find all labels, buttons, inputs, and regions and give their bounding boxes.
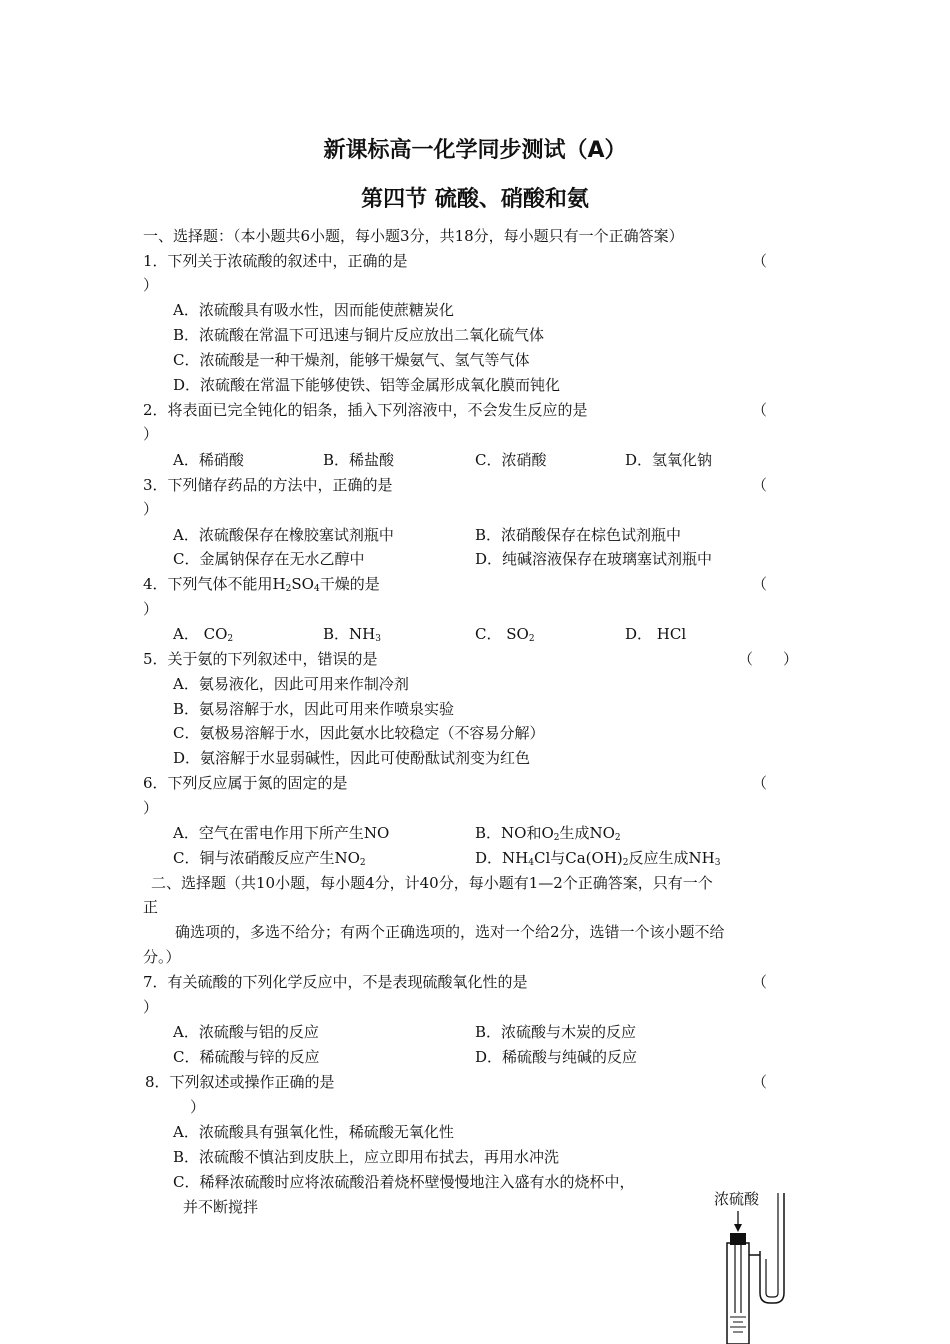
answer-paren-open: （ xyxy=(752,401,768,419)
question-5-option-b: B．氨易溶解于水，因此可用来作喷泉实验 xyxy=(173,700,455,718)
subscript: 2 xyxy=(553,833,560,843)
option-text: A． CO xyxy=(173,625,228,643)
question-1-option-b: B．浓硫酸在常温下可迅速与铜片反应放出二氧化硫气体 xyxy=(173,326,545,344)
section-two-instructions: 确选项的，多选不给分；有两个正确选项的，选对一个给2分，选错一个该小题不给 xyxy=(175,923,725,941)
section-two-instructions-end: 分。） xyxy=(143,948,181,966)
question-4-stem xyxy=(143,574,380,594)
answer-paren-open: （ xyxy=(752,774,768,792)
question-6-option-d xyxy=(475,848,720,868)
answer-paren-close: ） xyxy=(143,276,159,294)
figure-label: 浓硫酸 xyxy=(714,1190,760,1208)
answer-paren-close: ） xyxy=(143,799,159,817)
question-8-stem: 8．下列叙述或操作正确的是 xyxy=(145,1073,335,1091)
option-text: 反应生成NH xyxy=(628,849,715,867)
question-7-option-c: C．稀硫酸与锌的反应 xyxy=(173,1048,320,1066)
subscript: 2 xyxy=(227,634,234,644)
question-3-option-c: C．金属钠保存在无水乙醇中 xyxy=(173,550,365,568)
section-two-heading: 二、选择题（共10小题，每小题4分，计40分，每小题有1—2个正确答案，只有一个 xyxy=(151,874,713,892)
question-5-stem: 5．关于氨的下列叙述中，错误的是 xyxy=(143,650,378,668)
question-5-option-d: D．氨溶解于水显弱碱性，因此可使酚酞试剂变为红色 xyxy=(173,749,531,767)
question-4-option-a xyxy=(173,624,233,644)
question-8-option-a: A．浓硫酸具有强氧化性，稀硫酸无氧化性 xyxy=(173,1123,454,1141)
question-8-option-b: B．浓硫酸不慎沾到皮肤上，应立即用布拭去，再用水冲洗 xyxy=(173,1148,560,1166)
question-2-option-a: A．稀硝酸 xyxy=(173,451,244,469)
question-3-stem: 3．下列储存药品的方法中，正确的是 xyxy=(143,476,393,494)
section-two-heading-wrap: 正 xyxy=(143,898,159,916)
option-text: B．NH xyxy=(323,625,376,643)
option-text: C．铜与浓硝酸反应产生NO xyxy=(173,849,360,867)
answer-paren-close: ） xyxy=(143,500,159,518)
answer-paren-close: ） xyxy=(143,425,159,443)
subscript: 2 xyxy=(285,584,292,594)
question-7-stem: 7．有关硫酸的下列化学反应中，不是表现硫酸氧化性的是 xyxy=(143,973,528,991)
question-2-option-d: D．氢氧化钠 xyxy=(625,451,713,469)
page-title: 新课标高一化学同步测试（A） xyxy=(323,138,627,163)
section-one-heading: 一、选择题：（本小题共6小题，每小题3分，共18分，每小题只有一个正确答案） xyxy=(143,227,684,245)
question-4-option-d: D． HCl xyxy=(625,625,687,643)
answer-paren-open: （ xyxy=(752,575,768,593)
question-4-option-c xyxy=(475,624,535,644)
subscript: 2 xyxy=(528,634,535,644)
answer-paren-close: ） xyxy=(190,1098,206,1116)
option-text: B．NO和O xyxy=(475,824,554,842)
option-text: 生成NO xyxy=(559,824,615,842)
subscript: 3 xyxy=(375,634,381,644)
answer-paren-open: （ xyxy=(752,252,768,270)
question-8-option-c: C．稀释浓硫酸时应将浓硫酸沿着烧杯壁慢慢地注入盛有水的烧杯中， xyxy=(173,1173,635,1191)
subscript: 2 xyxy=(622,858,629,868)
answer-paren-open: （ xyxy=(752,1073,768,1091)
question-5-option-a: A．氨易液化，因此可用来作制冷剂 xyxy=(173,675,409,693)
question-4-stem-suffix: 干燥的是 xyxy=(319,575,380,593)
question-1-option-a: A．浓硫酸具有吸水性，因而能使蔗糖炭化 xyxy=(173,301,454,319)
question-5-option-c: C．氨极易溶解于水，因此氨水比较稳定（不容易分解） xyxy=(173,724,545,742)
question-6-stem: 6．下列反应属于氮的固定的是 xyxy=(143,774,348,792)
subscript: 2 xyxy=(359,858,366,868)
question-1-stem: 1．下列关于浓硫酸的叙述中，正确的是 xyxy=(143,252,408,270)
question-3-option-d: D．纯碱溶液保存在玻璃塞试剂瓶中 xyxy=(475,550,713,568)
question-2-option-b: B．稀盐酸 xyxy=(323,451,395,469)
question-1-option-c: C．浓硫酸是一种干燥剂，能够干燥氨气、氢气等气体 xyxy=(173,351,530,369)
question-1-option-d: D．浓硫酸在常温下能够使铁、铝等金属形成氧化膜而钝化 xyxy=(173,376,561,394)
answer-paren-open: （ xyxy=(752,476,768,494)
option-text: Cl与Ca(OH) xyxy=(533,849,623,867)
question-2-stem: 2．将表面已完全钝化的铝条，插入下列溶液中，不会发生反应的是 xyxy=(143,401,588,419)
question-6-option-b xyxy=(475,823,621,843)
option-text: C． SO xyxy=(475,625,529,643)
answer-paren: （ ） xyxy=(738,650,799,668)
question-6-option-a: A．空气在雷电作用下所产生NO xyxy=(173,824,390,842)
question-4-stem-prefix: 4．下列气体不能用H xyxy=(143,575,286,593)
apparatus-diagram xyxy=(700,1185,810,1344)
question-2-option-c: C．浓硝酸 xyxy=(475,451,547,469)
section-subtitle: 第四节 硫酸、硝酸和氨 xyxy=(361,187,589,212)
subscript: 4 xyxy=(528,858,534,868)
question-6-option-c xyxy=(173,848,366,868)
answer-paren-close: ） xyxy=(143,600,159,618)
answer-paren-close: ） xyxy=(143,998,159,1016)
option-text: D．NH xyxy=(475,849,529,867)
question-3-option-b: B．浓硝酸保存在棕色试剂瓶中 xyxy=(475,526,682,544)
subscript: 4 xyxy=(313,584,320,594)
question-4-stem-formula: SO xyxy=(291,575,314,593)
subscript: 2 xyxy=(614,833,621,843)
question-7-option-b: B．浓硫酸与木炭的反应 xyxy=(475,1023,637,1041)
question-7-option-a: A．浓硫酸与铝的反应 xyxy=(173,1023,319,1041)
question-7-option-d: D．稀硫酸与纯碱的反应 xyxy=(475,1048,638,1066)
answer-paren-open: （ xyxy=(752,973,768,991)
question-4-option-b xyxy=(323,624,381,644)
subscript: 3 xyxy=(714,858,721,868)
apparatus-figure xyxy=(700,1185,810,1344)
question-8-option-c-continued: 并不断搅拌 xyxy=(183,1198,259,1216)
question-3-option-a: A．浓硫酸保存在橡胶塞试剂瓶中 xyxy=(173,526,394,544)
